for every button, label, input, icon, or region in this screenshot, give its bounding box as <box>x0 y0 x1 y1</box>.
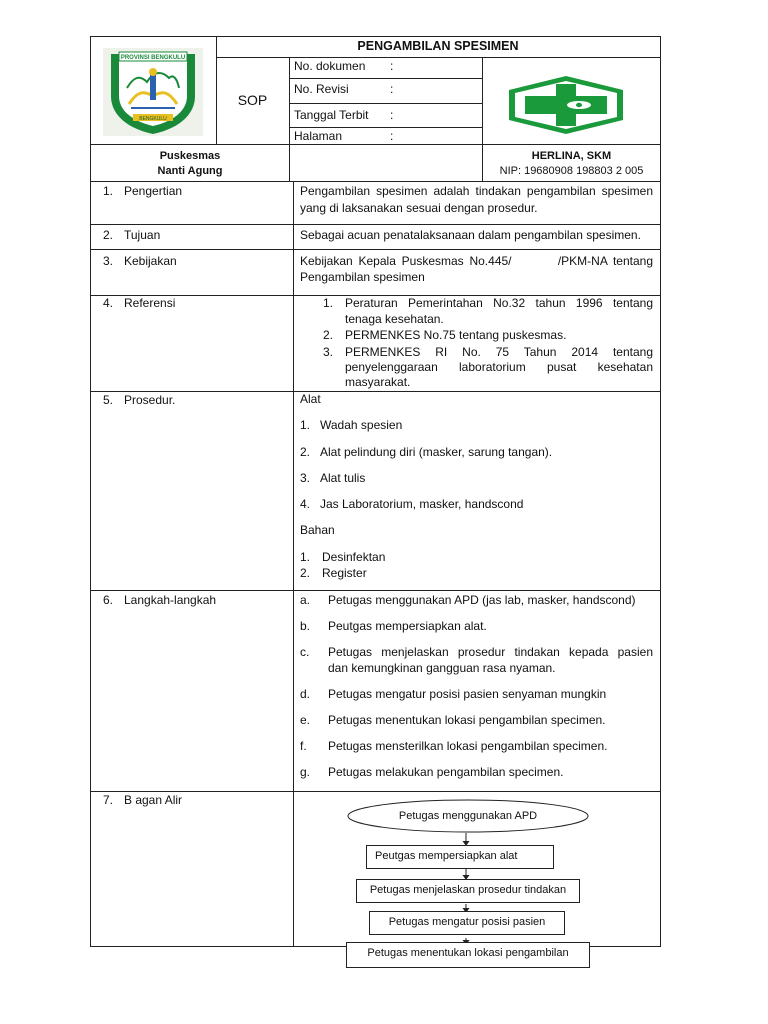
referensi-item-3-line-2: penyelenggaraan laboratorium pusat kesehatan <box>345 360 653 374</box>
signer-name: HERLINA, SKM <box>531 150 612 162</box>
row-label-kebijakan: Kebijakan <box>124 254 177 268</box>
regional-emblem-logo <box>103 48 203 136</box>
langkah-item: Petugas menentukan lokasi pengambilan specimen. <box>328 713 606 727</box>
field-divider-2 <box>289 103 482 104</box>
bahan-item: Register <box>322 566 367 580</box>
alat-item: Alat tulis <box>320 471 366 485</box>
list-item-letter: d. <box>300 687 311 701</box>
pengertian-line-1: Pengambilan spesimen adalah tindakan pengambilan spesimen <box>300 184 653 198</box>
content-tujuan: Sebagai acuan penatalaksanaan dalam pengambilan spesimen. <box>300 228 641 242</box>
logo-banner-text: PROVINSI BENGKULU <box>120 55 186 61</box>
header-top-border <box>90 36 661 37</box>
row-number: 1. <box>103 184 114 198</box>
row-label-pengertian: Pengertian <box>124 184 183 198</box>
bahan-heading: Bahan <box>300 523 335 537</box>
field-divider-3 <box>289 127 482 128</box>
row-divider-2 <box>90 249 661 250</box>
list-item-number: 3. <box>323 345 334 359</box>
row-number: 3. <box>103 254 114 268</box>
row-number: 6. <box>103 593 114 607</box>
header-right-border <box>660 36 661 181</box>
list-item-letter: b. <box>300 619 311 633</box>
header-mid-border <box>90 144 661 145</box>
field-tanggal-terbit-colon: : <box>390 108 394 122</box>
list-item-letter: e. <box>300 713 311 727</box>
flowchart-step-3: Petugas menjelaskan prosedur tindakan <box>356 879 580 903</box>
sop-label: SOP <box>237 92 268 108</box>
document-title: PENGAMBILAN SPESIMEN <box>357 39 519 53</box>
org-name-line1: Puskesmas <box>159 150 221 162</box>
kebijakan-line-2: Pengambilan spesimen <box>300 270 425 284</box>
langkah-item: Petugas melakukan pengambilan specimen. <box>328 765 564 779</box>
referensi-item-2-line-1: PERMENKES No.75 tentang puskesmas. <box>345 328 567 342</box>
referensi-item-3-line-1: PERMENKES RI No. 75 Tahun 2014 tentang <box>345 345 653 359</box>
alat-heading: Alat <box>300 392 321 406</box>
list-item-number: 1. <box>323 296 334 310</box>
row-divider-4 <box>90 391 661 392</box>
org-name-line2: Nanti Agung <box>157 165 223 177</box>
langkah-item: Petugas mengatur posisi pasien senyaman mungkin <box>328 687 607 701</box>
row-label-langkah: Langkah-langkah <box>124 593 217 607</box>
langkah-item: Peutgas mempersiapkan alat. <box>328 619 487 633</box>
sop-divider <box>289 57 290 181</box>
langkah-item-line-1: Petugas menjelaskan prosedur tindakan kepada pasien <box>328 645 653 659</box>
langkah-item: Petugas menggunakan APD (jas lab, masker, handscond) <box>328 593 636 607</box>
list-item-letter: a. <box>300 593 311 607</box>
list-item-number: 4. <box>300 497 311 511</box>
list-item-number: 1. <box>300 418 311 432</box>
field-tanggal-terbit-label: Tanggal Terbit <box>294 108 369 122</box>
flowchart-step-1-label: Petugas menggunakan APD <box>398 810 538 822</box>
row-number: 4. <box>103 296 114 310</box>
title-divider <box>216 57 661 58</box>
row-divider-6 <box>90 791 661 792</box>
list-item-number: 2. <box>300 445 311 459</box>
row-number: 2. <box>103 228 114 242</box>
bahan-item: Desinfektan <box>322 550 386 564</box>
alat-item: Wadah spesien <box>320 418 403 432</box>
list-item-letter: g. <box>300 765 311 779</box>
field-divider-1 <box>289 78 482 79</box>
puskesmas-logo <box>507 74 625 136</box>
list-item-number: 2. <box>300 566 311 580</box>
field-no-dokumen-colon: : <box>390 59 394 73</box>
row-number: 5. <box>103 393 114 407</box>
row-label-prosedur: Prosedur. <box>124 393 176 407</box>
flowchart-step-2: Peutgas mempersiapkan alat <box>366 845 554 869</box>
list-item-letter: f. <box>300 739 307 753</box>
row-divider-1 <box>90 224 661 225</box>
row-divider-5 <box>90 590 661 591</box>
row-label-bagan-alir: B agan Alir <box>124 793 183 807</box>
langkah-item: Petugas mensterilkan lokasi pengambilan specimen. <box>328 739 608 753</box>
pengertian-line-2: yang di laksanakan sesuai dengan prosedur. <box>300 201 538 215</box>
list-item-letter: c. <box>300 645 310 659</box>
alat-item: Jas Laboratorium, masker, handscond <box>320 497 524 511</box>
list-item-number: 1. <box>300 550 311 564</box>
flowchart-step-4: Petugas mengatur posisi pasien <box>369 911 565 935</box>
field-no-revisi-colon: : <box>390 82 394 96</box>
referensi-item-1-line-1: Peraturan Pemerintahan No.32 tahun 1996 tentang <box>345 296 653 310</box>
field-halaman-label: Halaman <box>294 129 343 143</box>
langkah-item-line-2: dan kemungkinan gangguan rasa nyaman. <box>328 661 556 675</box>
header-bottom-border <box>90 181 661 182</box>
field-no-dokumen-label: No. dokumen <box>294 59 366 73</box>
list-item-number: 2. <box>323 328 334 342</box>
logo-ribbon-text: BENGKULU <box>139 116 167 122</box>
row-label-tujuan: Tujuan <box>124 228 161 242</box>
list-item-number: 3. <box>300 471 311 485</box>
row-number: 7. <box>103 793 114 807</box>
referensi-item-3-line-3: masyarakat. <box>345 375 411 389</box>
row-label-referensi: Referensi <box>124 296 176 310</box>
field-no-revisi-label: No. Revisi <box>294 82 349 96</box>
kebijakan-line-1: Kebijakan Kepala Puskesmas No.445/ /PKM-NA tentang <box>300 254 653 268</box>
flowchart-step-5: Petugas menentukan lokasi pengambilan <box>346 942 590 968</box>
signer-nip: NIP: 19680908 198803 2 005 <box>499 165 644 177</box>
alat-item: Alat pelindung diri (masker, sarung tangan). <box>320 445 553 459</box>
field-halaman-colon: : <box>390 129 394 143</box>
referensi-item-1-line-2: tenaga kesehatan. <box>345 312 444 326</box>
